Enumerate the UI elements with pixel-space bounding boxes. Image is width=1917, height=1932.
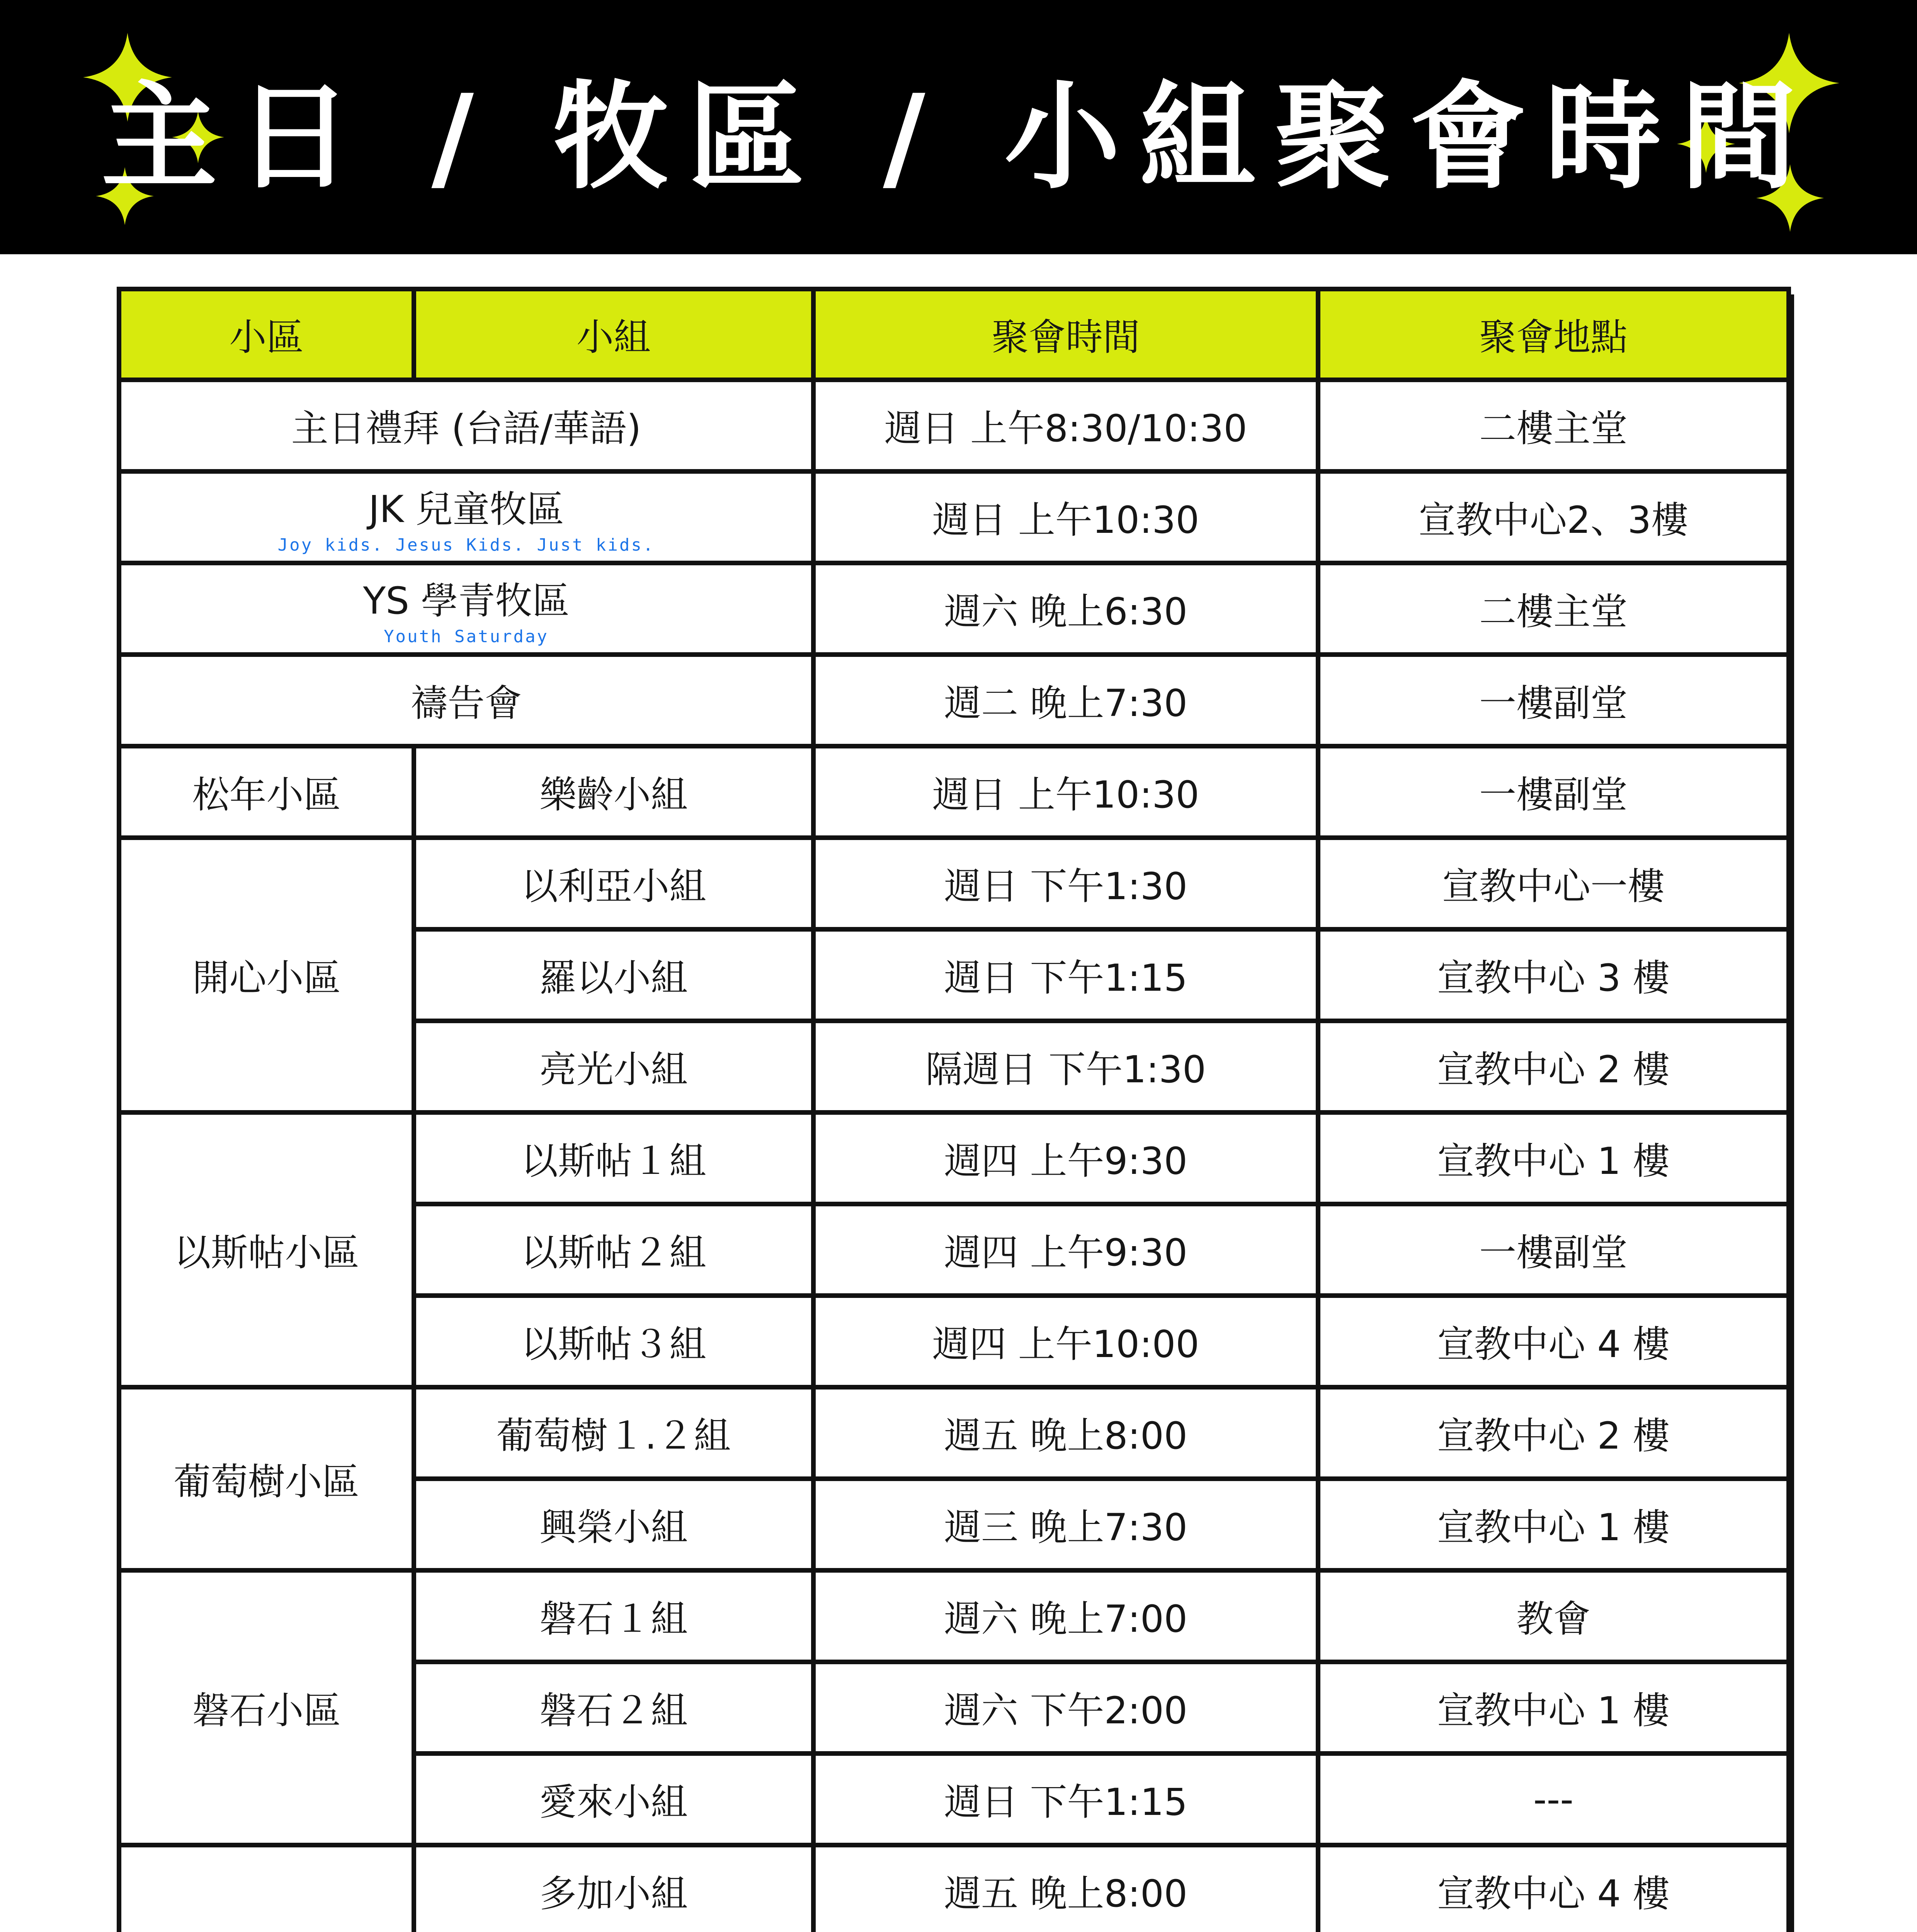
service-subtitle: Youth Saturday: [384, 626, 549, 646]
meeting-time: 週日 下午1:30: [813, 838, 1318, 929]
group-name: 以利亞小組: [414, 838, 813, 929]
table-row: [119, 746, 1789, 838]
meeting-time: 週四 上午10:00: [813, 1296, 1318, 1387]
meeting-place: 宣教中心一樓: [1318, 838, 1789, 929]
meeting-time: 週日 下午1:15: [813, 1753, 1318, 1845]
group-name: 磐石１組: [414, 1570, 813, 1662]
meeting-time: 週四 上午9:30: [813, 1204, 1318, 1296]
col-header-time: 聚會時間: [813, 289, 1318, 380]
meeting-time: 週六 下午2:00: [813, 1662, 1318, 1753]
meeting-time: 週六 晚上7:00: [813, 1570, 1318, 1662]
district-name: 磐石小區: [119, 1570, 414, 1845]
table-row: [119, 380, 1789, 471]
table-row: [119, 655, 1789, 746]
col-header-group: 小組: [414, 289, 813, 380]
meeting-place: 一樓副堂: [1318, 655, 1789, 746]
meeting-place: 教會: [1318, 1570, 1789, 1662]
group-name: 以斯帖３組: [414, 1296, 813, 1387]
table-row: [119, 838, 1789, 929]
meeting-time: 週六 晚上6:30: [813, 563, 1318, 655]
meeting-place: ---: [1318, 1753, 1789, 1845]
meeting-time: 週三 晚上7:30: [813, 1479, 1318, 1570]
district-name: 開心小區: [119, 838, 414, 1112]
service-name-cell: [119, 563, 813, 655]
group-name: 愛來小組: [414, 1753, 813, 1845]
table-row: [119, 1845, 1789, 1932]
table-row: [119, 1570, 1789, 1662]
meeting-place: 宣教中心 3 樓: [1318, 929, 1789, 1021]
meeting-place: 宣教中心 4 樓: [1318, 1845, 1789, 1932]
service-name-cell: [119, 471, 813, 563]
meeting-place: 宣教中心 4 樓: [1318, 1296, 1789, 1387]
col-header-district: 小區: [119, 289, 414, 380]
meeting-place: 宣教中心 1 樓: [1318, 1662, 1789, 1753]
group-name: 樂齡小組: [414, 746, 813, 838]
table-row: [119, 471, 1789, 563]
meeting-time: 週四 上午9:30: [813, 1112, 1318, 1204]
meeting-time: 週五 晚上8:00: [813, 1845, 1318, 1932]
group-name: 葡萄樹１.２組: [414, 1387, 813, 1479]
group-name: 興榮小組: [414, 1479, 813, 1570]
service-name: 禱告會: [119, 655, 813, 746]
district-name: 松年小區: [119, 746, 414, 838]
group-name: 以斯帖２組: [414, 1204, 813, 1296]
service-subtitle: Joy kids. Jesus Kids. Just kids.: [277, 535, 655, 555]
service-name: YS 學青牧區: [363, 579, 570, 622]
group-name: 羅以小組: [414, 929, 813, 1021]
district-name: 葡萄樹小區: [119, 1387, 414, 1570]
meeting-time: 隔週日 下午1:30: [813, 1021, 1318, 1112]
group-name: 多加小組: [414, 1845, 813, 1932]
meeting-time: 週日 下午1:15: [813, 929, 1318, 1021]
meeting-place: 一樓副堂: [1318, 1204, 1789, 1296]
meeting-place: 二樓主堂: [1318, 380, 1789, 471]
table-header-row: [119, 289, 1789, 380]
page-title: 主日 / 牧區 / 小組聚會時間: [101, 70, 1816, 205]
meeting-place: 宣教中心 1 樓: [1318, 1479, 1789, 1570]
table-row: [119, 1112, 1789, 1204]
meeting-place: 宣教中心 2 樓: [1318, 1387, 1789, 1479]
meeting-time: 週日 上午8:30/10:30: [813, 380, 1318, 471]
meeting-time: 週五 晚上8:00: [813, 1387, 1318, 1479]
meeting-time: 週二 晚上7:30: [813, 655, 1318, 746]
service-name: JK 兒童牧區: [368, 487, 564, 531]
col-header-place: 聚會地點: [1318, 289, 1789, 380]
meeting-place: 宣教中心 1 樓: [1318, 1112, 1789, 1204]
district-name: [119, 1845, 414, 1932]
table-row: [119, 563, 1789, 655]
group-name: 亮光小組: [414, 1021, 813, 1112]
service-name: 主日禮拜 (台語/華語): [119, 380, 813, 471]
district-name: 以斯帖小區: [119, 1112, 414, 1387]
meeting-place: 一樓副堂: [1318, 746, 1789, 838]
meeting-time: 週日 上午10:30: [813, 471, 1318, 563]
group-name: 以斯帖１組: [414, 1112, 813, 1204]
meeting-place: 二樓主堂: [1318, 563, 1789, 655]
table-row: [119, 1387, 1789, 1479]
schedule-table: [117, 287, 1791, 1932]
meeting-place: 宣教中心2、3樓: [1318, 471, 1789, 563]
group-name: 磐石２組: [414, 1662, 813, 1753]
meeting-place: 宣教中心 2 樓: [1318, 1021, 1789, 1112]
schedule-table-wrap: [117, 287, 1786, 1932]
meeting-time: 週日 上午10:30: [813, 746, 1318, 838]
